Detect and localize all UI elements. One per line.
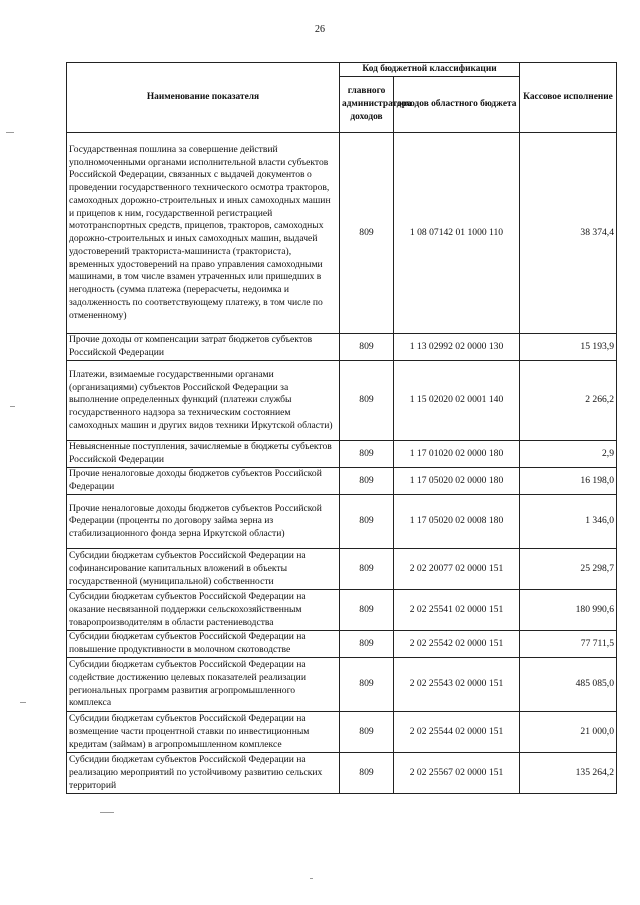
row-name: Субсидии бюджетам субъектов Российской Федерации на возмещение части процентной ставки по инвестиционным кредитам (займам) в агропромышленном комплексе (67, 712, 340, 753)
table-row (67, 658, 617, 712)
row-amount: 21 000,0 (520, 712, 617, 753)
row-admin-code: 809 (340, 468, 394, 495)
row-name: Субсидии бюджетам субъектов Российской Федерации на содействие достижению целевых показателей реализации региональных программ развития агропромышленного комплекса (67, 658, 340, 712)
row-name: Платежи, взимаемые государственными органами (организациями) субъектов Российской Федерации за выполнение определенных функций (платежи службы государственного надзора за техническим состоянием самоходных машин и других видов техники Иркутской области) (67, 361, 340, 441)
row-budget-code: 1 08 07142 01 1000 110 (394, 133, 520, 334)
row-admin-code: 809 (340, 753, 394, 794)
row-name: Прочие доходы от компенсации затрат бюджетов субъектов Российской Федерации (67, 334, 340, 361)
row-budget-code: 2 02 25567 02 0000 151 (394, 753, 520, 794)
row-budget-code: 1 13 02992 02 0000 130 (394, 334, 520, 361)
row-name: Прочие неналоговые доходы бюджетов субъектов Российской Федерации (67, 468, 340, 495)
row-name: Невыясненные поступления, зачисляемые в бюджеты субъектов Российской Федерации (67, 441, 340, 468)
scan-mark (20, 702, 26, 703)
row-amount: 15 193,9 (520, 334, 617, 361)
row-admin-code: 809 (340, 495, 394, 549)
row-budget-code: 2 02 20077 02 0000 151 (394, 549, 520, 590)
table-row (67, 441, 617, 468)
row-amount: 1 346,0 (520, 495, 617, 549)
table-row (67, 334, 617, 361)
page-number: 26 (315, 24, 325, 35)
row-amount: 135 264,2 (520, 753, 617, 794)
row-amount: 2 266,2 (520, 361, 617, 441)
row-admin-code: 809 (340, 658, 394, 712)
row-amount: 25 298,7 (520, 549, 617, 590)
row-budget-code: 2 02 25543 02 0000 151 (394, 658, 520, 712)
row-name: Субсидии бюджетам субъектов Российской Федерации на оказание несвязанной поддержки сельскохозяйственным товаропроизводителям в области растениеводства (67, 590, 340, 631)
table-row (67, 590, 617, 631)
row-amount: 2,9 (520, 441, 617, 468)
table-row (67, 468, 617, 495)
header-budget-classification: Код бюджетной классификации (340, 63, 520, 77)
table-row (67, 712, 617, 753)
row-amount: 38 374,4 (520, 133, 617, 334)
row-budget-code: 2 02 25544 02 0000 151 (394, 712, 520, 753)
table-row (67, 495, 617, 549)
row-amount: 77 711,5 (520, 631, 617, 658)
row-budget-code: 2 02 25542 02 0000 151 (394, 631, 520, 658)
table-row (67, 133, 617, 334)
row-admin-code: 809 (340, 334, 394, 361)
budget-revenue-table (66, 62, 617, 794)
row-admin-code: 809 (340, 549, 394, 590)
row-name: Прочие неналоговые доходы бюджетов субъектов Российской Федерации (проценты по договору займа зерна из стабилизационного фонда зерна Иркутской области) (67, 495, 340, 549)
scan-mark (100, 812, 114, 813)
scan-mark (310, 878, 313, 879)
row-name: Субсидии бюджетам субъектов Российской Федерации на софинансирование капитальных вложений в объекты государственной (муниципальной) собственности (67, 549, 340, 590)
table-row (67, 361, 617, 441)
row-budget-code: 1 17 01020 02 0000 180 (394, 441, 520, 468)
row-name: Государственная пошлина за совершение действий уполномоченными органами исполнительной власти субъектов Российской Федерации, связанных с выдачей документов о проведении государственного технического осмотра тракторов, самоходных дорожно-строительных и иных самоходных машин и прицепов к ним, государственной регистрацией мототранспортных средств, прицепов, тракторов, самоходных дорожно-строительных и иных самоходных машин, выдачей удостоверений тракториста-машиниста (тракториста), временных удостоверений на право управления самоходными машинами, в том числе взамен утраченных или пришедших в негодность (сумма платежа (перерасчеты, недоимка и задолженность по соответствующему платежу, в том числе по отмененному) (67, 133, 340, 334)
row-admin-code: 809 (340, 441, 394, 468)
row-admin-code: 809 (340, 631, 394, 658)
row-budget-code: 2 02 25541 02 0000 151 (394, 590, 520, 631)
row-amount: 180 990,6 (520, 590, 617, 631)
row-admin-code: 809 (340, 712, 394, 753)
row-amount: 16 198,0 (520, 468, 617, 495)
table-body (67, 133, 617, 794)
header-regional-budget-revenue: доходов областного бюджета (394, 77, 520, 133)
row-admin-code: 809 (340, 590, 394, 631)
row-name: Субсидии бюджетам субъектов Российской Федерации на реализацию мероприятий по устойчивому развитию сельских территорий (67, 753, 340, 794)
row-amount: 485 085,0 (520, 658, 617, 712)
row-admin-code: 809 (340, 133, 394, 334)
row-name: Субсидии бюджетам субъектов Российской Федерации на повышение продуктивности в молочном скотоводстве (67, 631, 340, 658)
row-budget-code: 1 15 02020 02 0001 140 (394, 361, 520, 441)
table-row (67, 549, 617, 590)
scan-mark (10, 406, 15, 407)
scan-mark (6, 132, 14, 133)
table-row (67, 631, 617, 658)
header-cash-execution: Кассовое исполнение (520, 63, 617, 133)
row-admin-code: 809 (340, 361, 394, 441)
header-name: Наименование показателя (67, 63, 340, 133)
header-chief-admin: главного администратора доходов (340, 77, 394, 133)
table-row (67, 753, 617, 794)
table-header (67, 63, 617, 133)
row-budget-code: 1 17 05020 02 0000 180 (394, 468, 520, 495)
row-budget-code: 1 17 05020 02 0008 180 (394, 495, 520, 549)
